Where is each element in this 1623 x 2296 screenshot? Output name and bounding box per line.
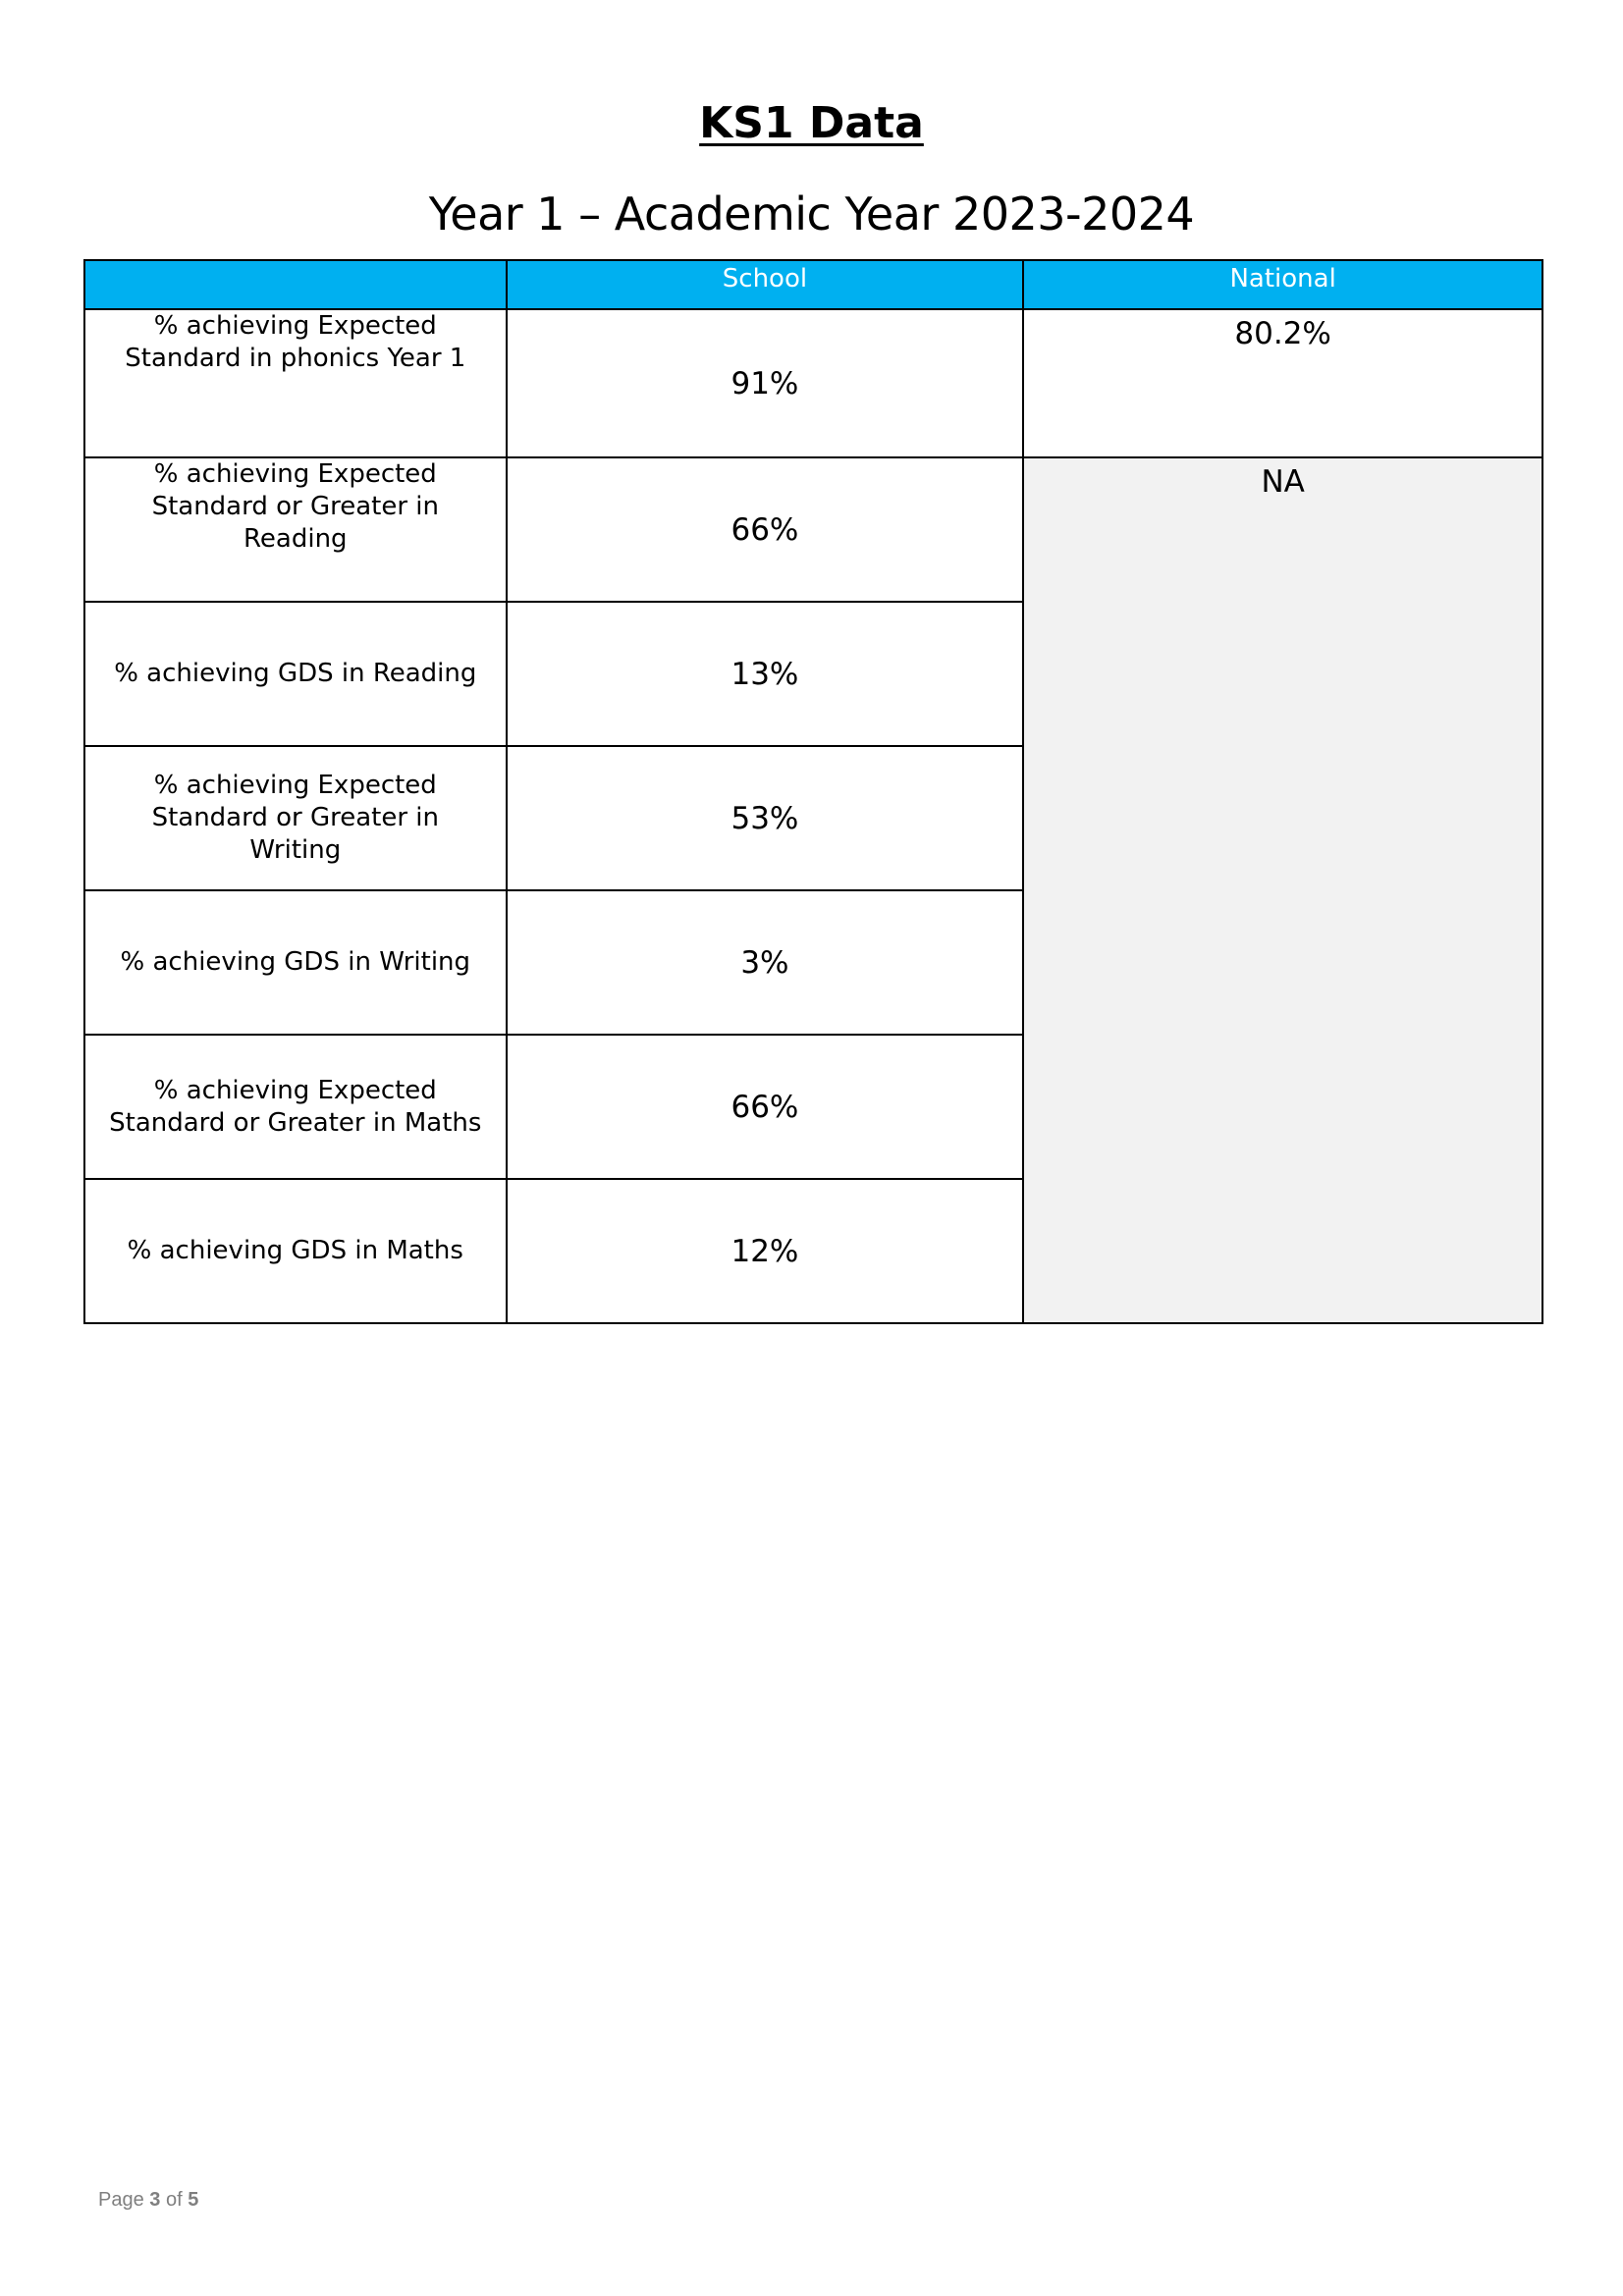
header-cell-label	[84, 260, 507, 309]
national-value: 80.2%	[1023, 309, 1542, 457]
footer-current-page: 3	[149, 2189, 161, 2211]
ks1-data-table	[83, 259, 1543, 1324]
school-value: 53%	[507, 746, 1024, 890]
page-subtitle: Year 1 – Academic Year 2023-2024	[428, 187, 1195, 240]
school-value: 91%	[507, 309, 1024, 457]
page-title: KS1 Data	[699, 98, 924, 148]
row-label: % achieving Expected Standard in phonics Year 1	[84, 309, 507, 457]
row-label: % achieving GDS in Writing	[84, 890, 507, 1035]
footer-page-word: Page	[98, 2189, 144, 2211]
row-label: % achieving GDS in Maths	[84, 1179, 507, 1323]
row-label: % achieving Expected Standard or Greater in Writing	[84, 746, 507, 890]
school-value: 13%	[507, 602, 1024, 746]
row-label: % achieving Expected Standard or Greater in Reading	[84, 457, 507, 602]
header-cell-national: National	[1023, 260, 1542, 309]
school-value: 3%	[507, 890, 1024, 1035]
table-row	[84, 457, 1542, 602]
header-cell-school: School	[507, 260, 1024, 309]
page-footer	[98, 2189, 198, 2212]
footer-of-word: of	[165, 2189, 183, 2211]
footer-total-pages: 5	[188, 2189, 199, 2211]
school-value: 12%	[507, 1179, 1024, 1323]
row-label: % achieving GDS in Reading	[84, 602, 507, 746]
table-header-row	[84, 260, 1542, 309]
school-value: 66%	[507, 457, 1024, 602]
school-value: 66%	[507, 1035, 1024, 1179]
national-na-merged-cell: NA	[1023, 457, 1542, 1323]
row-label: % achieving Expected Standard or Greater in Maths	[84, 1035, 507, 1179]
table-row	[84, 309, 1542, 457]
